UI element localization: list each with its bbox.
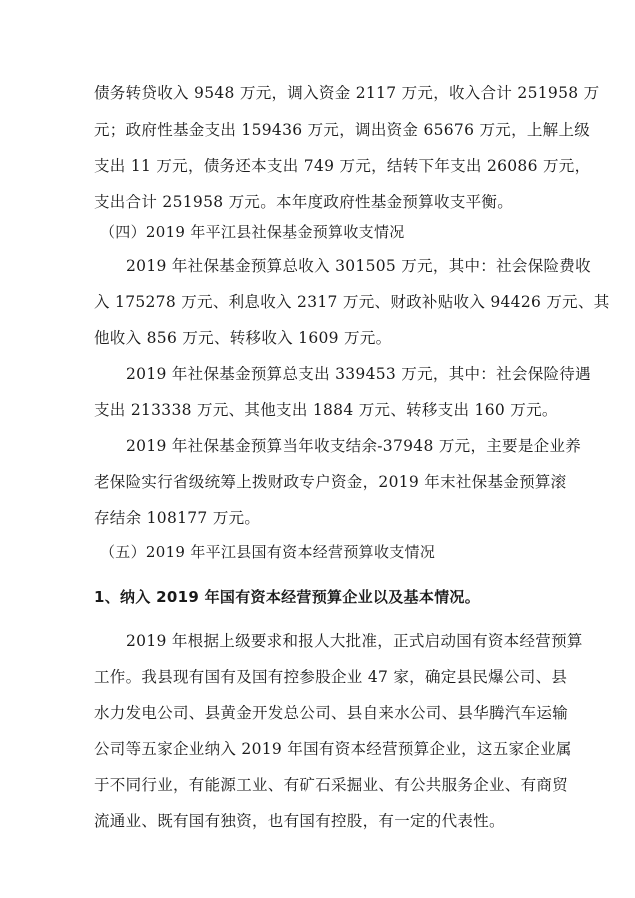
paragraph-line: 元；政府性基金支出 159436 万元，调出资金 65676 万元，上解上级 bbox=[94, 121, 591, 139]
paragraph-line: 2019 年社保基金预算总支出 339453 万元，其中：社会保险待遇 bbox=[126, 365, 591, 383]
paragraph-line: 存结余 108177 万元。 bbox=[94, 509, 261, 527]
paragraph-line: 支出 11 万元，债务还本支出 749 万元，结转下年支出 26086 万元， bbox=[94, 157, 591, 175]
paragraph-line: 老保险实行省级统筹上拨财政专户资金，2019 年末社保基金预算滚 bbox=[94, 473, 567, 491]
paragraph-line: 他收入 856 万元、转移收入 1609 万元。 bbox=[94, 329, 392, 347]
section-heading-4: （四）2019 年平江县社保基金预算收支情况 bbox=[100, 223, 405, 241]
paragraph-line: 支出 213338 万元、其他支出 1884 万元、转移支出 160 万元。 bbox=[94, 401, 558, 419]
paragraph-line: 入 175278 万元、利息收入 2317 万元、财政补贴收入 94426 万元、其 bbox=[94, 293, 610, 311]
paragraph-line: 公司等五家企业纳入 2019 年国有资本经营预算企业，这五家企业属 bbox=[94, 740, 572, 758]
paragraph-line: 债务转贷收入 9548 万元，调入资金 2117 万元，收入合计 251958 万 bbox=[94, 84, 600, 102]
section-heading-5: （五）2019 年平江县国有资本经营预算收支情况 bbox=[100, 543, 436, 561]
paragraph-line: 2019 年社保基金预算总收入 301505 万元，其中：社会保险费收 bbox=[126, 257, 591, 275]
paragraph-line: 2019 年根据上级要求和报人大批准，正式启动国有资本经营预算 bbox=[126, 632, 583, 650]
paragraph-line: 2019 年社保基金预算当年收支结余-37948 万元，主要是企业养 bbox=[126, 437, 582, 455]
paragraph-line: 于不同行业，有能源工业、有矿石采掘业、有公共服务企业、有商贸 bbox=[94, 776, 569, 794]
paragraph-line: 工作。我县现有国有及国有控参股企业 47 家，确定县民爆公司、县 bbox=[94, 668, 568, 686]
paragraph-line: 流通业、既有国有独资，也有国有控股，有一定的代表性。 bbox=[94, 812, 505, 830]
sub-heading: 1、纳入 2019 年国有资本经营预算企业以及基本情况。 bbox=[94, 588, 481, 606]
paragraph-line: 水力发电公司、县黄金开发总公司、县自来水公司、县华腾汽车运输 bbox=[94, 704, 569, 722]
paragraph-line: 支出合计 251958 万元。本年度政府性基金预算收支平衡。 bbox=[94, 193, 514, 211]
